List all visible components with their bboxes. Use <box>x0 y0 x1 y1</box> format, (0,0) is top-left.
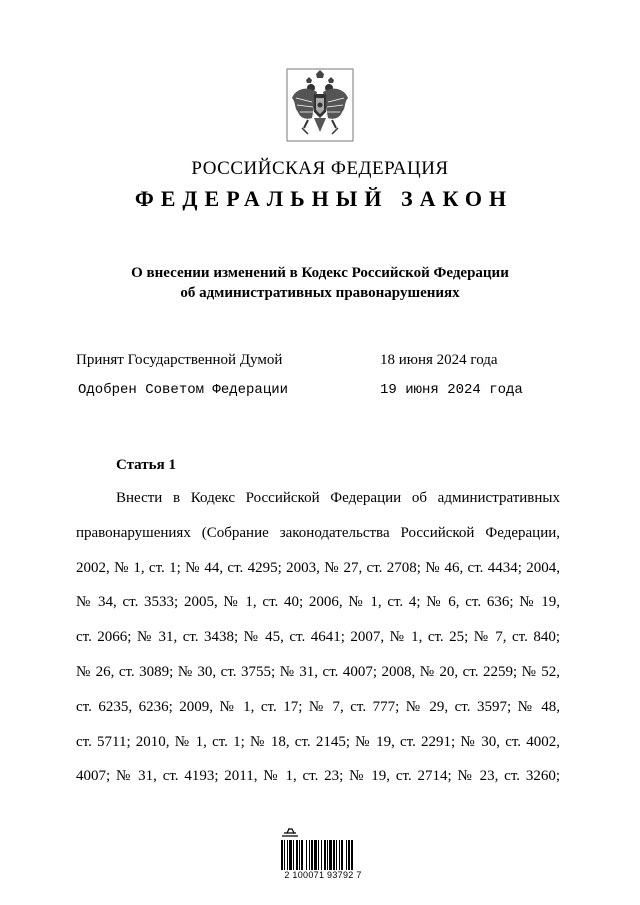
article-line: № 26, ст. 3089; № 30, ст. 3755; № 31, ст. 4007; 2008, № 20, ст. 2259; № 52, <box>76 663 560 680</box>
barcode-icon <box>281 840 365 870</box>
duma-adoption-date: 18 июня 2024 года <box>380 352 498 368</box>
article-line: ст. 2066; № 31, ст. 3438; № 45, ст. 4641; 2007, № 1, ст. 25; № 7, ст. 840; <box>76 629 560 646</box>
law-subject <box>80 263 560 303</box>
law-subject-line-2: об административных правонарушениях <box>180 285 460 301</box>
article-line: ст. 5711; 2010, № 1, ст. 1; № 18, ст. 2145; № 19, ст. 2291; № 30, ст. 4002, <box>76 733 560 750</box>
article-line: правонарушениях (Собрание законодательства Российской Федерации, <box>76 524 560 541</box>
article-line: 4007; № 31, ст. 4193; 2011, № 1, ст. 23; № 19, ст. 2714; № 23, ст. 3260; <box>76 768 560 785</box>
country-name: РОССИЙСКАЯ ФЕДЕРАЦИЯ <box>191 158 449 179</box>
article-line: Внести в Кодекс Российской Федерации об административных <box>116 490 560 506</box>
article-body <box>76 488 560 801</box>
duma-adoption-label: Принят Государственной Думой <box>76 352 283 368</box>
publisher-logo-icon <box>280 826 300 838</box>
document-barcode <box>278 826 368 884</box>
article-line: № 34, ст. 3533; 2005, № 1, ст. 40; 2006, № 1, ст. 4; № 6, ст. 636; № 19, <box>76 594 560 611</box>
article-line: ст. 6235, 6236; 2009, № 1, ст. 17; № 7, ст. 777; № 29, ст. 3597; № 48, <box>76 698 560 715</box>
council-approval-date: 19 июня 2024 года <box>380 382 523 398</box>
law-subject-line-1: О внесении изменений в Кодекс Российской Федерации <box>131 265 509 281</box>
article-line: 2002, № 1, ст. 1; № 44, ст. 4295; 2003, № 27, ст. 2708; № 46, ст. 4434; 2004, <box>76 559 560 576</box>
article-title: Статья 1 <box>116 457 176 473</box>
document-type-title: ФЕДЕРАЛЬНЫЙ ЗАКОН <box>134 186 514 211</box>
council-approval-label: Одобрен Советом Федерации <box>78 382 289 398</box>
russian-coat-of-arms-icon <box>286 68 354 142</box>
barcode-number: 2 100071 93792 7 <box>284 870 362 880</box>
